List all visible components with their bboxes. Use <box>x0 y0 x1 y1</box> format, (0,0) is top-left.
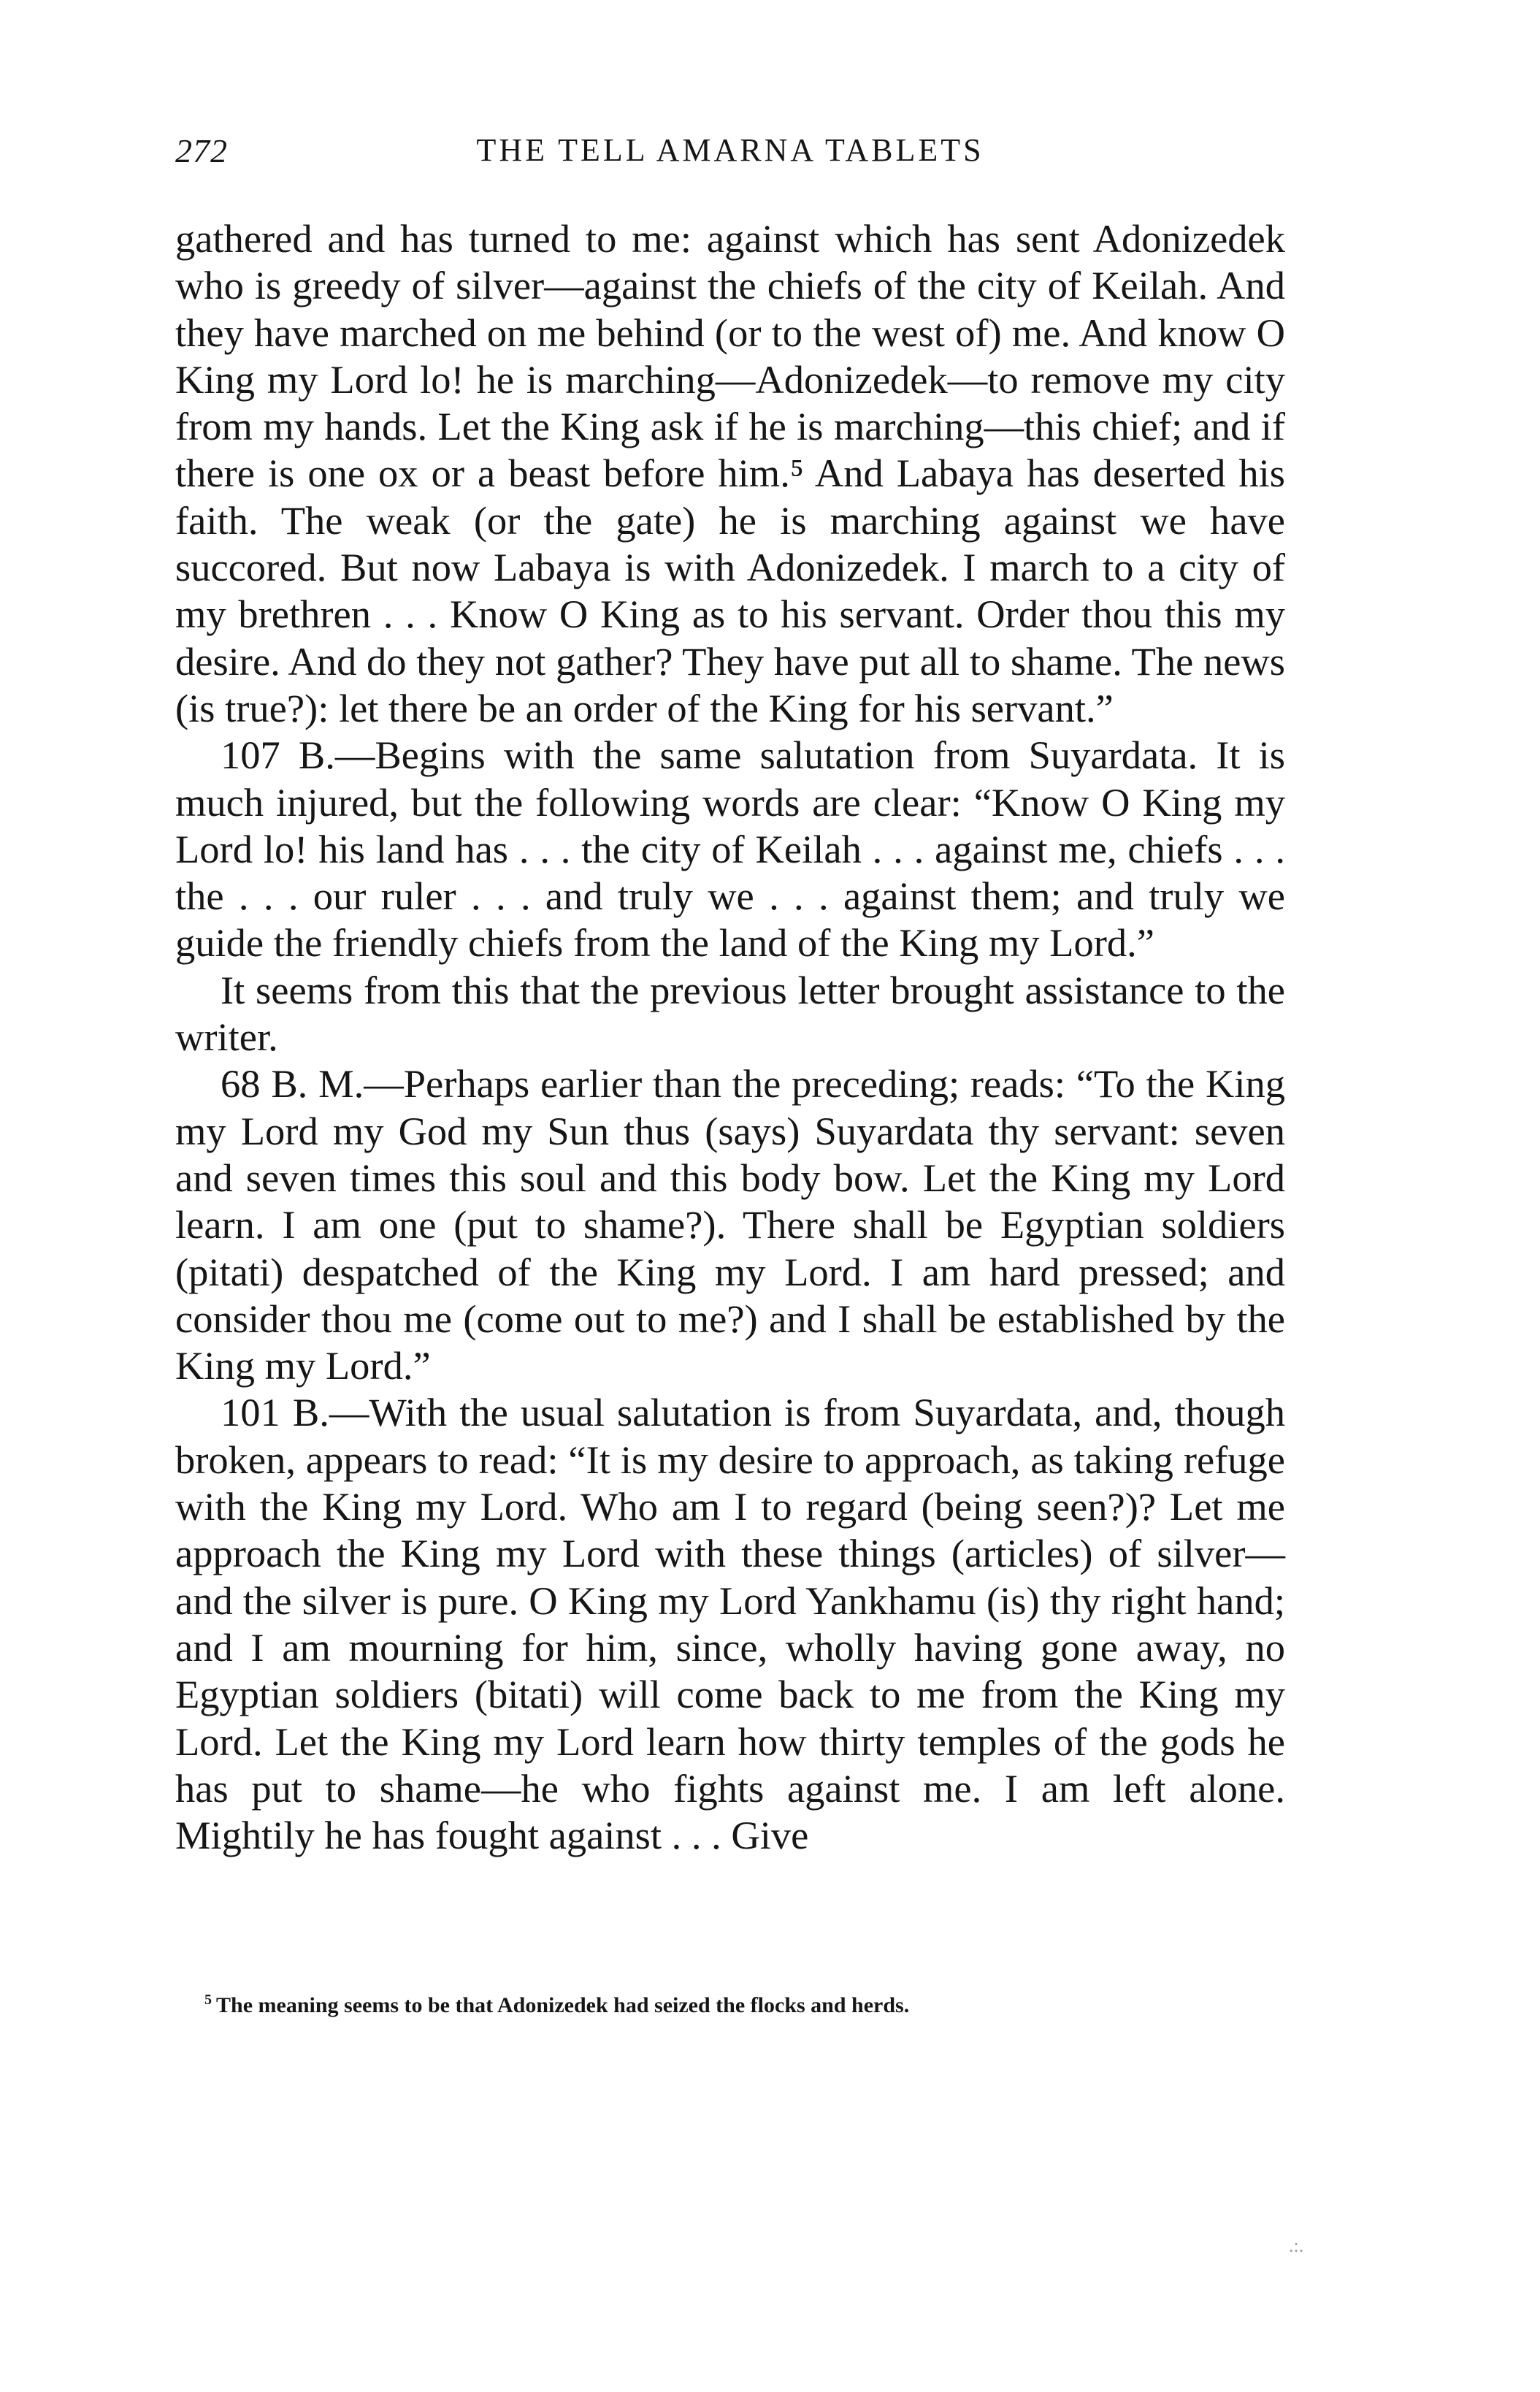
running-head: THE TELL AMARNA TABLETS <box>476 132 984 168</box>
footnote <box>175 1985 1285 2020</box>
paragraph: 68 B. M.—Perhaps earlier than the preceding; reads: “To the King my Lord my God my Sun thus (says) Suyardata thy servant: seven and seven times this soul and this body bow. Let the King my Lord learn. I am one (put to shame?). There shall be Egyptian soldiers (pitati) despatched of the King my Lord. I am hard pressed; and consider thou me (come out to me?) and I shall be established by the King my Lord.” <box>175 1061 1285 1388</box>
paragraph: 101 B.—With the usual salutation is from Suyardata, and, though broken, appears to read: “It is my desire to approach, as taking refuge with the King my Lord. Who am I to regard (being seen?)? Let me approach the King my Lord with these things (articles) of silver—and the silver is pure. O King my Lord Yankhamu (is) thy right hand; and I am mourning for him, since, wholly having gone away, no Egyptian soldiers (bitati) will come back to me from the King my Lord. Let the King my Lord learn how thirty temples of the gods he has put to shame—he who fights against me. I am left alone. Mightily he has fought against . . . Give <box>175 1390 1285 1858</box>
body-text <box>175 215 1285 1859</box>
footnote-text: The meaning seems to be that Adonizedek had seized the flocks and herds. <box>216 1993 910 2017</box>
page-header <box>175 131 1285 183</box>
paragraph: It seems from this that the previous letter brought assistance to the writer. <box>175 967 1285 1060</box>
page-number: 272 <box>175 132 228 169</box>
footnote-marker: 5 <box>204 1992 212 2008</box>
stray-mark: .:. <box>1289 2235 1304 2256</box>
paragraph: gathered and has turned to me: against which has sent Adonizedek who is greedy of silver—against the chiefs of the city of Keilah. And they have marched on me behind (or to the west of) me. And know O King my Lord lo! he is marching—Adonizedek—to remove my city from my hands. Let the King ask if he is marching—this chief; and if there is one ox or a beast before him.⁵ And Labaya has deserted his faith. The weak (or the gate) he is marching against we have succored. But now Labaya is with Adonizedek. I march to a city of my brethren . . . Know O King as to his servant. Order thou this my desire. And do they not gather? They have put all to shame. The news (is true?): let there be an order of the King for his servant.” <box>175 216 1285 730</box>
paragraph: 107 B.—Begins with the same salutation from Suyardata. It is much injured, but the following words are clear: “Know O King my Lord lo! his land has . . . the city of Keilah . . . against me, chiefs . . . the . . . our ruler . . . and truly we . . . against them; and truly we guide the friendly chiefs from the land of the King my Lord.” <box>175 733 1285 966</box>
